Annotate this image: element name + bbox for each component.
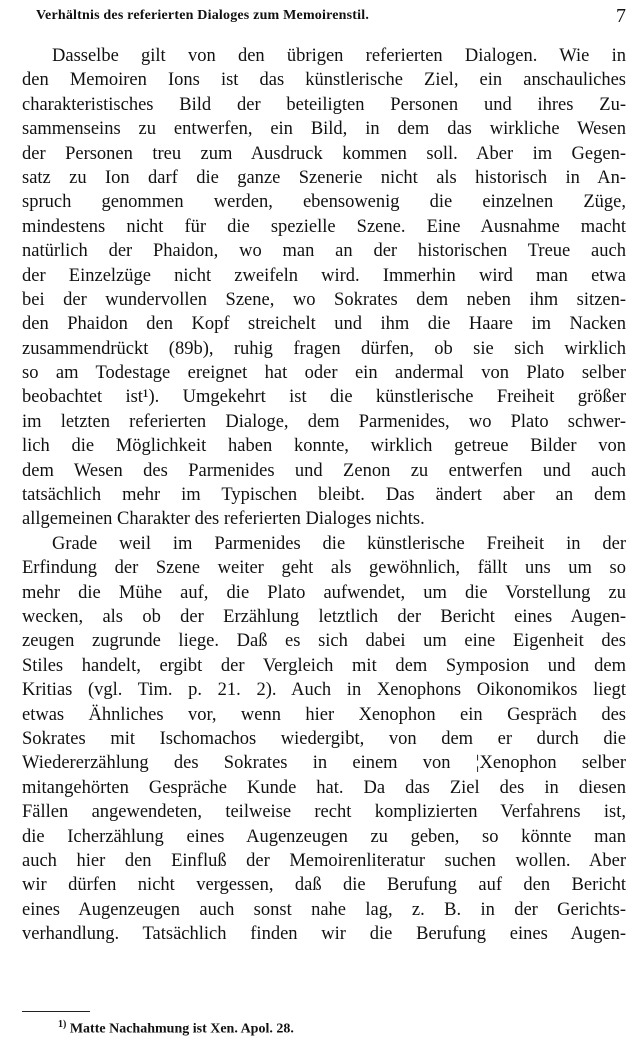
footnote [58, 1019, 294, 1038]
running-title: Verhältnis des referierten Dialoges zum Memoirenstil. [36, 8, 370, 23]
text-line: spruch genommen werden, ebensowenig die einzelnen Züge, [22, 192, 626, 213]
text-line: mindestens nicht für die spezielle Szene. Eine Ausnahme macht [22, 216, 626, 237]
text-line: allgemeinen Charakter des referierten Dialoges nichts. [22, 509, 425, 530]
text-line: auch hier den Einfluß der Memoirenliteratur suchen wollen. Aber [22, 850, 626, 871]
text-line: wir dürfen nicht vergessen, daß die Berufung auf den Bericht [22, 875, 626, 896]
text-line: beobachtet ist¹). Umgekehrt ist die künstlerische Freiheit größer [22, 387, 626, 408]
text-line: sammenseins zu entwerfen, ein Bild, in dem das wirkliche Wesen [22, 119, 626, 140]
text-line: mehr die Mühe auf, die Plato aufwendet, um die Vorstellung zu [22, 582, 626, 603]
body-text [22, 44, 626, 946]
text-line: Grade weil im Parmenides die künstlerische Freiheit in der [52, 533, 626, 554]
page-number: 7 [616, 5, 626, 27]
text-line: Kritias (vgl. Tim. p. 21. 2). Auch in Xenophons Oikonomikos liegt [22, 680, 626, 701]
text-line: etwas Ähnliches vor, wenn hier Xenophon ein Gespräch des [22, 704, 626, 725]
text-line: Sokrates mit Ischomachos wiedergibt, von dem er durch die [22, 728, 626, 749]
text-line: der Personen treu zum Ausdruck kommen soll. Aber im Gegen- [22, 143, 626, 164]
text-line: dem Wesen des Parmenides und Zenon zu entwerfen und auch [22, 460, 626, 481]
text-line: bei der wundervollen Szene, wo Sokrates dem neben ihm sitzen- [22, 289, 626, 310]
text-line: eines Augenzeugen auch sonst nahe lag, z. B. in der Gerichts- [22, 899, 626, 920]
footnote-marker: 1) [58, 1019, 67, 1030]
text-line: Erfindung der Szene weiter geht als gewöhnlich, fällt uns um so [22, 558, 626, 579]
text-line: Wiedererzählung des Sokrates in einem von ¦Xenophon selber [22, 753, 626, 774]
text-line: natürlich der Phaidon, wo man an der historischen Treue auch [22, 241, 626, 262]
text-line: der Einzelzüge nicht zweifeln wird. Immerhin wird man etwa [22, 265, 626, 286]
text-line: charakteristisches Bild der beteiligten Personen und ihres Zu- [22, 94, 626, 115]
text-line: den Memoiren Ions ist das künstlerische Ziel, ein anschauliches [22, 70, 626, 91]
text-line: verhandlung. Tatsächlich finden wir die Berufung eines Augen- [22, 924, 626, 945]
footnote-divider [22, 1011, 90, 1012]
text-line: tatsächlich mehr im Typischen bleibt. Das ändert aber an dem [22, 485, 626, 506]
text-line: lich die Möglichkeit haben konnte, wirklich getreue Bilder von [22, 436, 626, 457]
text-line: satz zu Ion darf die ganze Szenerie nicht als historisch in An- [22, 167, 626, 188]
text-line: mitangehörten Gespräche Kunde hat. Da das Ziel des in diesen [22, 777, 626, 798]
text-line: zeugen zugrunde liege. Daß es sich dabei um eine Eigenheit des [22, 631, 626, 652]
text-line: Dasselbe gilt von den übrigen referierten Dialogen. Wie in [52, 46, 626, 66]
text-line: den Phaidon den Kopf streichelt und ihm die Haare im Nacken [22, 314, 626, 335]
text-line: Stiles handelt, ergibt der Vergleich mit dem Symposion und dem [22, 655, 626, 676]
text-line: zusammendrückt (89b), ruhig fragen dürfen, ob sie sich wirklich [22, 338, 626, 359]
text-line: im letzten referierten Dialoge, dem Parmenides, wo Plato schwer- [22, 411, 626, 432]
text-line: wecken, als ob der Erzählung letztlich der Bericht eines Augen- [22, 606, 626, 627]
text-line: Fällen angewendeten, teilweise recht komplizierten Verfahrens ist, [22, 802, 626, 823]
text-line: die Icherzählung eines Augenzeugen zu geben, so könnte man [22, 826, 626, 847]
page-header [0, 4, 644, 32]
footnote-text: Matte Nachahmung ist Xen. Apol. 28. [69, 1021, 294, 1037]
text-line: so am Todestage ereignet hat oder ein andermal von Plato selber [22, 363, 626, 384]
